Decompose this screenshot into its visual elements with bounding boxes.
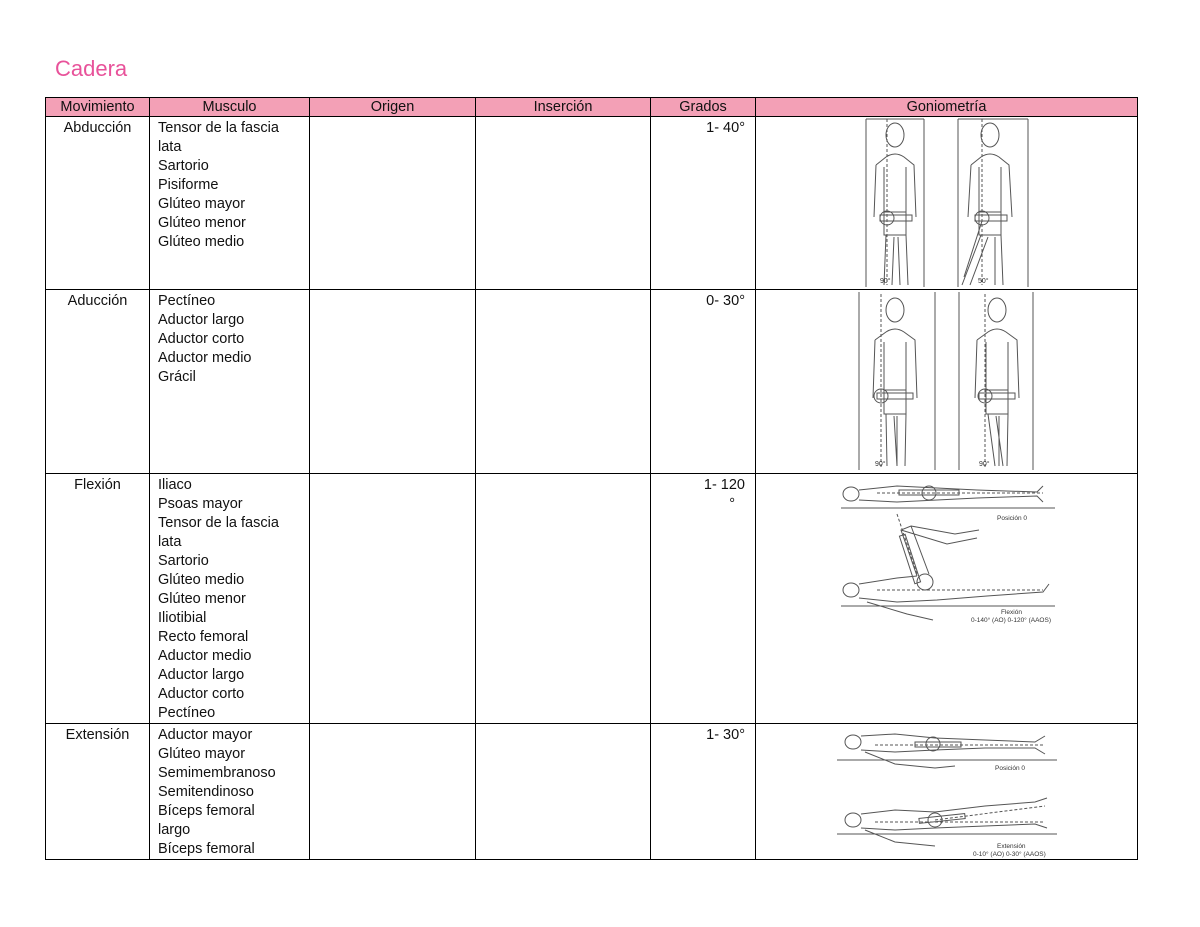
cell-goniometria <box>756 290 1138 474</box>
cell-grados: 1- 40° <box>651 117 756 290</box>
muscle-item: Glúteo mayor <box>158 746 246 762</box>
cell-insercion <box>476 290 651 474</box>
muscle-item: Pisiforme <box>158 177 219 193</box>
angle-label: 50° <box>977 278 989 285</box>
angle-label: 90° <box>978 461 990 468</box>
header-row <box>46 98 1138 117</box>
header-goniometria: Goniometría <box>756 98 1138 117</box>
table-row <box>46 290 1138 474</box>
muscle-item: Pectíneo <box>158 705 216 721</box>
muscle-item: Glúteo mayor <box>158 196 246 212</box>
figure-caption: Extensión <box>996 843 1026 850</box>
muscle-item: largo <box>158 822 191 838</box>
muscle-item: Sartorio <box>158 158 209 174</box>
cell-grados <box>651 474 756 724</box>
cell-goniometria <box>756 724 1138 860</box>
muscle-item: Psoas mayor <box>158 496 243 512</box>
muscle-item: Semimembranoso <box>158 765 276 781</box>
figure-caption: Posición 0 <box>996 515 1027 522</box>
cell-goniometria <box>756 117 1138 290</box>
cell-movimiento: Extensión <box>46 724 150 860</box>
muscle-item: Bíceps femoral <box>158 803 255 819</box>
page-title: Cadera <box>55 56 128 81</box>
cell-origen <box>310 290 476 474</box>
cell-movimiento: Abducción <box>46 117 150 290</box>
header-movimiento: Movimiento <box>46 98 150 117</box>
table-row <box>46 474 1138 724</box>
muscle-item: Aductor corto <box>158 331 245 347</box>
muscle-item: Grácil <box>158 369 196 385</box>
muscle-item: Glúteo medio <box>158 572 245 588</box>
cell-insercion <box>476 474 651 724</box>
muscle-item: Pectíneo <box>158 293 216 309</box>
cell-movimiento: Aducción <box>46 290 150 474</box>
muscle-item: Aductor medio <box>158 350 252 366</box>
standing-figures-illustration <box>857 290 1037 472</box>
cell-insercion <box>476 117 651 290</box>
muscle-table <box>45 97 1138 860</box>
muscle-item: Aductor largo <box>158 312 245 328</box>
muscle-item: Glúteo menor <box>158 215 246 231</box>
cell-origen <box>310 724 476 860</box>
muscle-item: Aductor medio <box>158 648 252 664</box>
grados-value: 1- 120 <box>703 477 745 493</box>
muscle-item: lata <box>158 534 182 550</box>
cell-musculos <box>150 724 310 860</box>
angle-label: 90° <box>874 461 886 468</box>
supine-figures-illustration <box>837 474 1057 634</box>
cell-insercion <box>476 724 651 860</box>
cell-musculos <box>150 117 310 290</box>
muscle-item: Recto femoral <box>158 629 249 645</box>
figure-caption: 0-10° (AO) 0-30° (AAOS) <box>972 851 1046 858</box>
muscle-item: Glúteo menor <box>158 591 246 607</box>
muscle-item: Tensor de la fascia <box>158 120 279 136</box>
muscle-item: Aductor mayor <box>158 727 253 743</box>
prone-figures-illustration <box>835 724 1059 858</box>
cell-origen <box>310 117 476 290</box>
muscle-item: Aductor corto <box>158 686 245 702</box>
muscle-item: lata <box>158 139 182 155</box>
grados-unit: ° <box>729 496 735 512</box>
cell-goniometria <box>756 474 1138 724</box>
standing-figures-illustration <box>862 117 1032 289</box>
muscle-item: Aductor largo <box>158 667 245 683</box>
header-musculo: Musculo <box>150 98 310 117</box>
muscle-item: Tensor de la fascia <box>158 515 279 531</box>
figure-caption: 0-140° (AO) 0-120° (AAOS) <box>970 617 1051 624</box>
header-insercion: Inserción <box>476 98 651 117</box>
cell-grados: 1- 30° <box>651 724 756 860</box>
cell-origen <box>310 474 476 724</box>
muscle-item: Iliaco <box>158 477 192 493</box>
table-row <box>46 117 1138 290</box>
cell-grados: 0- 30° <box>651 290 756 474</box>
header-origen: Origen <box>310 98 476 117</box>
muscle-item: Bíceps femoral <box>158 841 255 857</box>
figure-caption: Flexión <box>1000 609 1022 616</box>
cell-musculos <box>150 290 310 474</box>
angle-label: 90° <box>879 278 891 285</box>
table-row <box>46 724 1138 860</box>
cell-movimiento: Flexión <box>46 474 150 724</box>
muscle-item: Glúteo medio <box>158 234 245 250</box>
header-grados: Grados <box>651 98 756 117</box>
muscle-item: Sartorio <box>158 553 209 569</box>
figure-caption: Posición 0 <box>994 765 1025 772</box>
muscle-item: Semitendinoso <box>158 784 254 800</box>
muscle-item: Iliotibial <box>158 610 207 626</box>
cell-musculos <box>150 474 310 724</box>
